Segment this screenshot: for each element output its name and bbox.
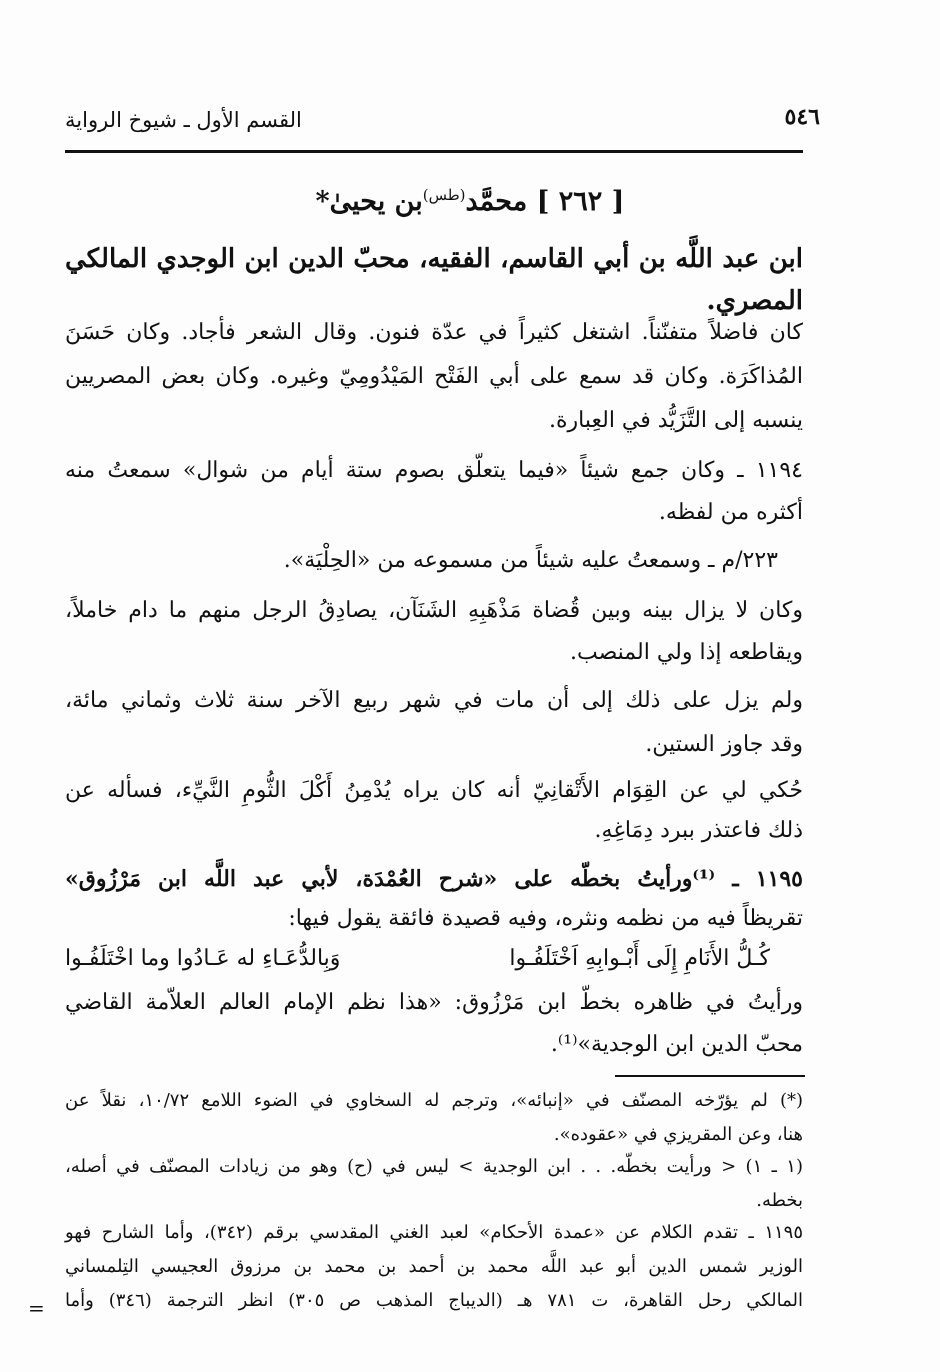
- paragraph-8-line-1: ورأيتُ في ظاهره بخطّ ابن مَرْزُوق: «هذا نظم الإمام العالم العلاّمة القاضي: [65, 990, 803, 1015]
- footnote-3-line-2: الوزير شمس الدين أبو عبد اللَّه محمد بن أحمد بن محمد بن مرزوق العجيسي التِلمساني: [65, 1256, 803, 1277]
- paragraph-6-line-2: ذلك فاعتذر ببرد دِمَاغِهِ.: [594, 818, 803, 843]
- paragraph-8-line-2: محبّ الدين ابن الوجدية»⁽¹⁾.: [550, 1032, 803, 1057]
- paragraph-1-line-3: ينسبه إلى التَّزَيُّد في العِبارة.: [549, 408, 803, 433]
- footnote-2-line-2: بخطه.: [756, 1190, 803, 1211]
- paragraph-5-line-1: ولم يزل على ذلك إلى أن مات في شهر ربيع الآخر سنة ثلاث وثماني مائة،: [65, 688, 803, 713]
- paragraph-3: ٢٢٣/م ـ وسمعتُ عليه شيئاً من مسموعه من «الحِلْيَة».: [283, 548, 778, 573]
- footnote-2-line-1: (١ ـ ١) < ورأيت بخطّه. . . ابن الوجدية > ليس في (ح) وهو من زيادات المصنّف في أصله،: [65, 1156, 803, 1177]
- paragraph-7-line-1: ١١٩٥ ـ ⁽¹⁾ورأيتُ بخطّه على «شرح العُمْدَة، لأبي عبد اللَّه ابن مَرْزُوق»: [65, 866, 803, 892]
- header-rule: [65, 150, 803, 153]
- footnote-rule: [615, 1075, 805, 1077]
- entry-heading: [0, 186, 940, 217]
- entry-name-line-2: المصري.: [706, 286, 803, 316]
- paragraph-2-line-1: ١١٩٤ ـ وكان جمع شيئاً «فيما يتعلّق بصوم ستة أيام من شوال» سمعتُ منه: [65, 458, 803, 483]
- footnote-1-line-1: (*) لم يؤرّخه المصنّف في «إنبائه»، وترجم له السخاوي في الضوء اللامع ١٠/٧٢، نقلاً عن: [65, 1090, 803, 1111]
- paragraph-2-line-2: أكثره من لفظه.: [658, 500, 803, 525]
- verse-hemistich-2: وَبِالدُّعَـاءِ له عَـادُوا وما اخْتَلَفُـوا: [65, 946, 341, 971]
- paragraph-7-line-2: تقريظاً فيه من نظمه ونثره، وفيه قصيدة فائقة يقول فيها:: [288, 906, 803, 931]
- margin-continuation-mark: =: [28, 1296, 45, 1320]
- paragraph-1-line-2: المُذاكَرَة. وكان قد سمع على أبي الفَتْح المَيْدُومِيّ وغيره. وكان بعض المصريين: [65, 364, 803, 389]
- page-number: ٥٤٦: [784, 104, 820, 130]
- verse-hemistich-1: كُـلُّ الأَنَامِ إِلَى أَبْـوابِهِ اَخْتَلَفُـوا: [509, 946, 770, 971]
- footnote-3-line-3: المالكي رحل القاهرة، ت ٧٨١ هـ (الديباج المذهب ص ٣٠٥) انظر الترجمة (٣٤٦) وأما: [65, 1290, 803, 1311]
- footnote-1-line-2: هنا، وعن المقريزي في «عقوده».: [553, 1124, 803, 1145]
- paragraph-4-line-2: ويقاطعه إذا ولي المنصب.: [569, 640, 803, 665]
- footnote-3-line-1: ١١٩٥ ـ تقدم الكلام عن «عمدة الأحكام» لعبد الغني المقدسي برقم (٣٤٢)، وأما الشارح فهو: [65, 1222, 803, 1243]
- entry-heading-rest: بن يحيىٰ*: [315, 186, 423, 217]
- entry-heading-siglum: (طس): [422, 186, 466, 204]
- entry-name-line-1: ابن عبد اللَّه بن أبي القاسم، الفقيه، محبّ الدين ابن الوجدي المالكي: [65, 244, 803, 274]
- entry-heading-main: [ ٢٦٢ ] محمَّد: [465, 186, 625, 217]
- paragraph-5-line-2: وقد جاوز الستين.: [645, 732, 803, 757]
- running-header-title: القسم الأول ـ شيوخ الرواية: [65, 108, 302, 132]
- paragraph-6-line-1: حُكي لي عن القِوَام الأَتْقانِيّ أنه كان يراه يُدْمِنُ أَكْلَ الثُّومِ النَّيِّء، فسأله عن: [65, 778, 803, 803]
- paragraph-4-line-1: وكان لا يزال بينه وبين قُضاة مَذْهَبِهِ الشَنَآن، يصادِقُ الرجل منهم ما دام خاملاً،: [65, 598, 803, 623]
- paragraph-1-line-1: كان فاضلاً متفنّناً. اشتغل كثيراً في عدّة فنون. وقال الشعر فأجاد. وكان حَسَنَ: [65, 320, 803, 345]
